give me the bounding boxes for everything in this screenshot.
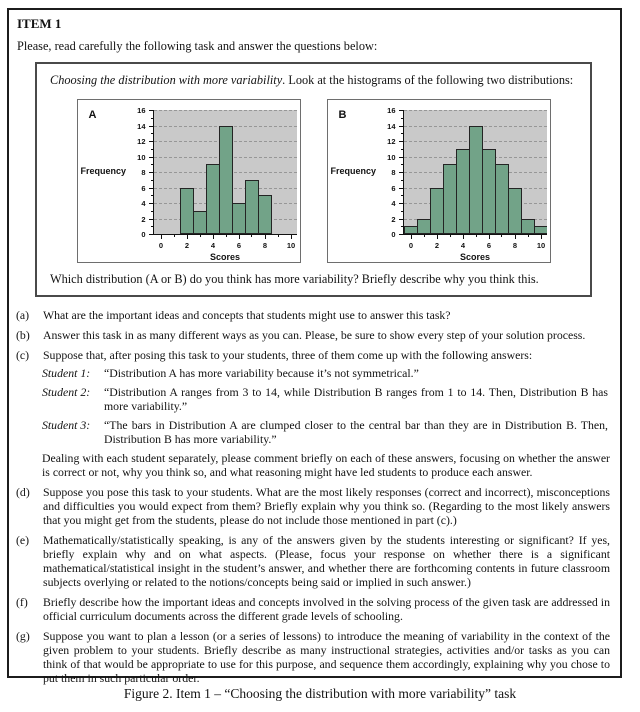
bar	[219, 126, 233, 234]
y-axis-tick	[151, 133, 153, 134]
y-axis-tick	[401, 180, 403, 181]
x-axis-tick	[161, 235, 162, 239]
x-tick-label: 0	[408, 241, 414, 250]
y-axis-title: Frequency	[80, 166, 127, 176]
y-axis-tick	[401, 195, 403, 196]
y-axis-tick	[149, 203, 153, 204]
y-axis-tick	[401, 226, 403, 227]
y-axis-tick	[401, 149, 403, 150]
bar	[469, 126, 483, 234]
y-tick-label: 2	[141, 215, 146, 224]
x-tick-label: 4	[210, 241, 216, 250]
item-title: ITEM 1	[17, 16, 62, 31]
bar	[417, 219, 431, 234]
student-1-label: Student 1:	[42, 366, 91, 380]
student-1-quote: “Distribution A has more variability because it’s not symmetrical.”	[104, 366, 419, 380]
bar	[245, 180, 259, 234]
x-tick-label: 2	[184, 241, 190, 250]
bar	[534, 226, 547, 234]
question-a	[16, 308, 610, 322]
x-axis-tick	[489, 235, 490, 239]
y-axis-line	[153, 110, 154, 235]
y-axis-tick	[399, 219, 403, 220]
y-axis-tick	[151, 211, 153, 212]
student-2-quote: “Distribution A ranges from 3 to 14, while Distribution B ranges from 1 to 14. Then, Distribution B has more variability.”	[104, 385, 608, 413]
y-axis-tick	[151, 180, 153, 181]
task-title	[50, 73, 579, 88]
y-axis-tick	[399, 157, 403, 158]
x-tick-label: 2	[434, 241, 440, 250]
x-axis-tick	[187, 235, 188, 239]
y-tick-label: 10	[387, 153, 396, 162]
bar	[482, 149, 496, 234]
y-axis-tick	[151, 195, 153, 196]
y-axis-tick	[149, 188, 153, 189]
x-tick-label: 8	[512, 241, 518, 250]
question-g-label: (g)	[16, 629, 30, 643]
y-tick-label: 4	[141, 199, 146, 208]
student-3-quote: “The bars in Distribution A are clumped closer to the central bar than they are in Distribution B. Then, Distribution B has more variability.”	[104, 418, 608, 446]
figure-caption: Figure 2. Item 1 – “Choosing the distribution with more variability” task	[123, 686, 517, 701]
plot-area	[404, 110, 547, 234]
y-axis-tick	[149, 110, 153, 111]
gridline	[154, 110, 297, 111]
item-box	[7, 8, 622, 685]
bar	[456, 149, 470, 234]
question-d-label: (d)	[16, 485, 30, 499]
y-tick-label: 8	[391, 168, 396, 177]
x-axis-tick	[528, 235, 529, 237]
x-tick-label: 4	[460, 241, 466, 250]
y-axis-tick	[401, 118, 403, 119]
question-e-text: Mathematically/statistically speaking, is any of the answers given by the students interesting or significant? If yes, briefly explain why and on what aspects. (Please, focus your response on whether there is a significant mathematical/statistical insight in the student’s answer, and whether there are forthcoming contents in future classroom subjects overlying or related to the notions/concepts being said or implied in such answer.)	[43, 533, 610, 589]
x-axis-tick	[450, 235, 451, 237]
student-1-row	[42, 366, 610, 380]
x-tick-label: 10	[286, 241, 296, 250]
question-c-label: (c)	[16, 348, 30, 362]
x-axis-tick	[251, 235, 252, 237]
y-axis-tick	[149, 172, 153, 173]
y-axis-tick	[151, 226, 153, 227]
bar	[258, 195, 272, 234]
y-tick-label: 0	[391, 230, 396, 239]
question-f-label: (f)	[16, 595, 28, 609]
x-tick-label: 6	[486, 241, 492, 250]
y-axis-tick	[401, 211, 403, 212]
x-axis-tick	[411, 235, 412, 239]
question-e	[16, 533, 610, 589]
student-answers	[42, 366, 610, 446]
y-tick-label: 12	[387, 137, 396, 146]
student-3-row	[42, 418, 610, 446]
y-axis-tick	[149, 141, 153, 142]
question-g-text: Suppose you want to plan a lesson (or a series of lessons) to introduce the meaning of variability in the context of the given problem to your students. Briefly describe as many instructional strategies, activities and/or tasks as you can think of that would be appropriate to use for this purpose, and sequence them accordingly, explaining why you chose to put them in such particular order.	[43, 629, 610, 685]
x-axis-tick	[476, 235, 477, 237]
x-axis-tick	[515, 235, 516, 239]
plot-area	[154, 110, 297, 234]
x-tick-label: 10	[536, 241, 546, 250]
task-title-italic: Choosing the distribution with more variability	[50, 73, 283, 87]
y-axis-tick	[151, 164, 153, 165]
question-c	[16, 348, 610, 362]
dealing-note: Dealing with each student separately, please comment briefly on each of these answers, focusing on whether the answer is correct or not, why you think so, and what reasoning might have led students to produce each answer.	[42, 451, 610, 479]
x-axis-tick	[200, 235, 201, 237]
y-axis-tick	[399, 141, 403, 142]
bar	[193, 211, 207, 234]
panel-letter: B	[338, 109, 347, 121]
y-tick-label: 4	[391, 199, 396, 208]
question-e-label: (e)	[16, 533, 30, 547]
question-a-text: What are the important ideas and concepts that students might use to answer this task?	[43, 308, 451, 322]
y-tick-label: 6	[141, 184, 146, 193]
question-a-label: (a)	[16, 308, 30, 322]
y-tick-label: 10	[137, 153, 146, 162]
x-axis-tick	[437, 235, 438, 239]
y-tick-label: 16	[387, 106, 396, 115]
task-question: Which distribution (A or B) do you think has more variability? Briefly describe why you think this.	[50, 272, 539, 286]
x-axis-tick	[226, 235, 227, 237]
bar	[180, 188, 194, 234]
bar	[443, 164, 457, 234]
x-axis-tick	[424, 235, 425, 237]
question-d-text: Suppose you pose this task to your students. What are the most likely responses (correct and incorrect), misconceptions and difficulties you would expect from them? Briefly explain why you think so. (Regarding to the most likely answers that you might get from the students, please do not include those mentioned in part (c).)	[43, 485, 610, 527]
y-axis-tick	[399, 203, 403, 204]
question-d	[16, 485, 610, 527]
x-axis-title: Scores	[459, 252, 491, 262]
y-axis-tick	[399, 188, 403, 189]
task-title-rest: . Look at the histograms of the following two distributions:	[282, 73, 574, 87]
y-tick-label: 16	[137, 106, 146, 115]
student-3-label: Student 3:	[42, 418, 91, 432]
y-axis-tick	[149, 157, 153, 158]
y-tick-label: 2	[391, 215, 396, 224]
histogram-panel-a	[77, 99, 301, 263]
question-b	[16, 328, 610, 342]
y-axis-tick	[399, 110, 403, 111]
bar	[206, 164, 220, 234]
x-tick-label: 0	[158, 241, 164, 250]
y-axis-tick	[149, 126, 153, 127]
y-tick-label: 12	[137, 137, 146, 146]
y-axis-line	[403, 110, 404, 235]
y-axis-tick	[401, 133, 403, 134]
histograms-row	[47, 99, 580, 263]
y-axis-tick	[151, 118, 153, 119]
student-2-row	[42, 385, 610, 413]
gridline	[404, 110, 547, 111]
y-axis-tick	[399, 234, 403, 235]
bar	[430, 188, 444, 234]
x-axis-tick	[213, 235, 214, 239]
x-axis-tick	[174, 235, 175, 237]
bar	[404, 226, 418, 234]
x-axis-tick	[463, 235, 464, 239]
y-tick-label: 8	[141, 168, 146, 177]
x-axis-title: Scores	[209, 252, 241, 262]
histogram-panel-b	[327, 99, 551, 263]
questions-list	[16, 308, 610, 685]
bar	[521, 219, 535, 234]
y-axis-tick	[399, 172, 403, 173]
x-axis-tick	[239, 235, 240, 239]
x-axis-tick	[291, 235, 292, 239]
y-axis-tick	[401, 164, 403, 165]
bar	[495, 164, 509, 234]
y-axis-tick	[149, 219, 153, 220]
y-axis-tick	[151, 149, 153, 150]
x-tick-label: 6	[236, 241, 242, 250]
question-g	[16, 629, 610, 685]
question-f	[16, 595, 610, 623]
x-axis-tick	[501, 235, 502, 237]
task-box	[35, 62, 592, 297]
x-axis-tick	[265, 235, 266, 239]
y-axis-tick	[399, 126, 403, 127]
y-tick-label: 14	[137, 122, 146, 131]
y-tick-label: 14	[387, 122, 396, 131]
x-tick-label: 8	[262, 241, 268, 250]
x-axis-tick	[278, 235, 279, 237]
y-tick-label: 6	[391, 184, 396, 193]
x-axis-tick	[541, 235, 542, 239]
bar	[232, 203, 246, 234]
bar	[508, 188, 522, 234]
question-f-text: Briefly describe how the important ideas and concepts involved in the solving process of the given task are addressed in official curriculum documents across the different grade levels of schooling.	[43, 595, 610, 623]
question-b-label: (b)	[16, 328, 30, 342]
panel-letter: A	[88, 109, 97, 121]
student-2-label: Student 2:	[42, 385, 91, 399]
y-tick-label: 0	[141, 230, 146, 239]
question-c-text: Suppose that, after posing this task to your students, three of them come up with the following answers:	[43, 348, 533, 362]
y-axis-tick	[149, 234, 153, 235]
question-b-text: Answer this task in as many different ways as you can. Please, be sure to show every step of your solution process.	[43, 328, 586, 342]
y-axis-title: Frequency	[330, 166, 377, 176]
intro-text: Please, read carefully the following task and answer the questions below:	[17, 39, 378, 53]
